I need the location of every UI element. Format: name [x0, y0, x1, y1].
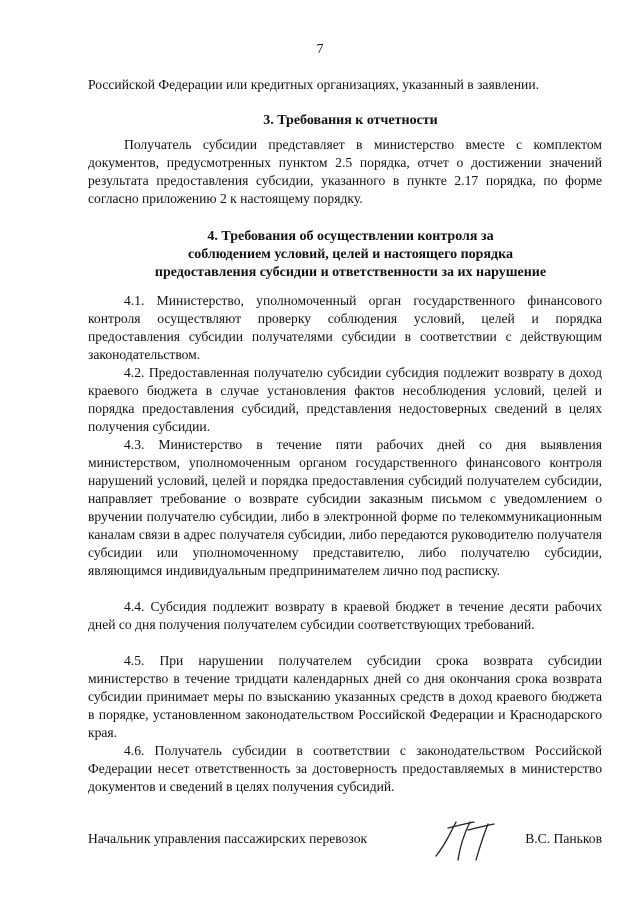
signatory-name: В.С. Паньков — [525, 831, 602, 846]
section-4-heading-line-3: предоставления субсидии и ответственности за их нарушение — [154, 265, 547, 280]
signatory-position: Начальник управления пассажирских перевозок — [88, 831, 368, 846]
paragraph-4-4: 4.4. Субсидия подлежит возврату в краевой бюджет в течение десяти рабочих дней со дня получения получателем субсидии соответствующих требований. — [88, 599, 602, 632]
paragraph-4-5: 4.5. При нарушении получателем субсидии срока возврата субсидии министерство в течение тридцати календарных дней со дня окончания срока возврата субсидии принимает меры по взысканию указанных средств в доход краевого бюджета в порядке, установленном законодательством Российской Федерации и Краснодарского края. — [88, 653, 602, 740]
section-4-heading — [88, 228, 613, 282]
section-4-heading-line-2: соблюдением условий, целей и настоящего порядка — [188, 247, 513, 262]
paragraph-4-3: 4.3. Министерство в течение пяти рабочих дней со дня выявления министерством, уполномоченным органом государственного финансового контроля нарушений условий, целей и порядка предоставления субсидий получателем субсидии, направляет требование о возврате субсидии заказным письмом с уведомлением о вручении получателю субсидии, либо в электронной форме по телекоммуникационным каналам связи в адрес получателя субсидии, либо передаются руководителю получателя субсидии или уполномоченному представителю, либо получателю субсидии, являющимся индивидуальным предпринимателем лично под расписку. — [88, 437, 602, 578]
carry-over-text: Российской Федерации или кредитных организациях, указанный в заявлении. — [88, 77, 540, 92]
page-number: 7 — [316, 41, 324, 56]
handwritten-signature — [430, 816, 500, 864]
section-4-heading-line-1: 4. Требования об осуществлении контроля за — [207, 229, 494, 244]
paragraph-4-1: 4.1. Министерство, уполномоченный орган государственного финансового контроля осуществляют проверку соблюдения условий, целей и порядка предоставления субсидии получателями субсидии в соответствии с действующим законодательством. — [88, 293, 602, 362]
section-3-heading: 3. Требования к отчетности — [263, 113, 438, 128]
signature-block — [88, 822, 602, 862]
paragraph-4-2: 4.2. Предоставленная получателю субсидии субсидия подлежит возврату в доход краевого бюджета в случае установления фактов несоблюдения условий, целей и порядка предоставления субсидий, представления недостоверных сведений в целях получения субсидии. — [88, 365, 602, 434]
paragraph-4-6: 4.6. Получатель субсидии в соответствии с законодательством Российской Федерации несет ответственность за достоверность предоставляемых в министерство документов и сведений в целях получения субсидий. — [88, 743, 602, 794]
section-3-paragraph: Получатель субсидии представляет в министерство вместе с комплектом документов, предусмотренных пунктом 2.5 порядка, отчет о достижении значений результата предоставления субсидии, указанного в пункте 2.17 порядка, по форме согласно приложению 2 к настоящему порядку. — [88, 137, 602, 206]
